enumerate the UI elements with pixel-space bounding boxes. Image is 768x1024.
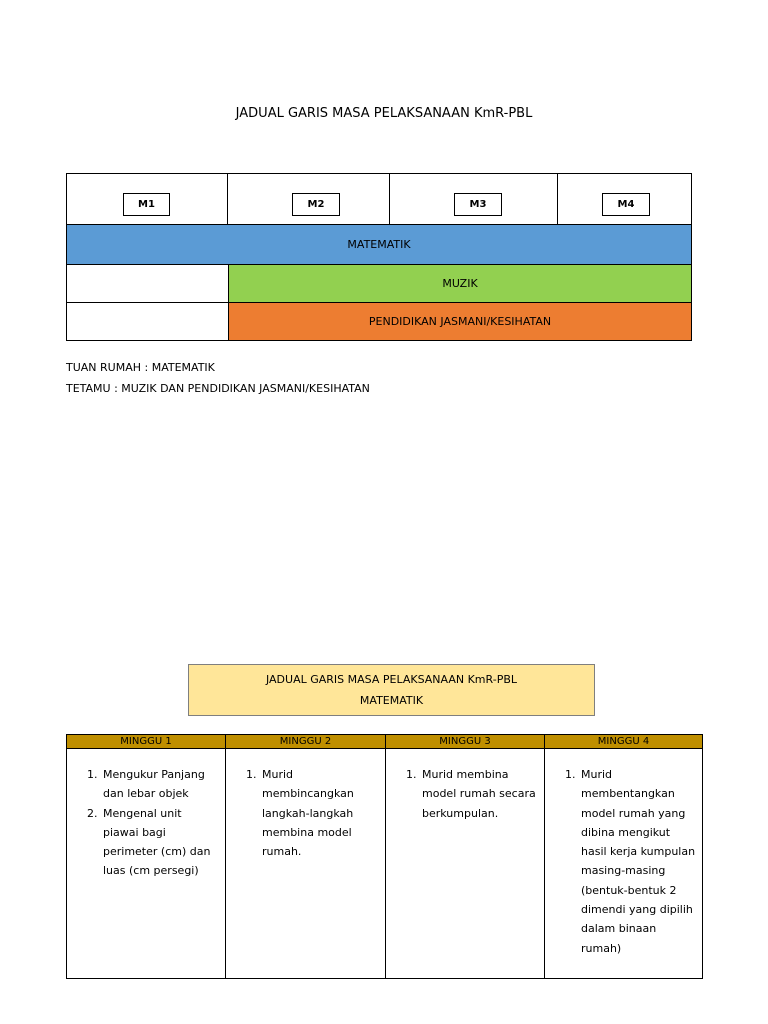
timeline-bar-matematik: MATEMATIK [67, 225, 691, 264]
weekly-plan-table [66, 734, 703, 979]
list-item: 1. Murid membincangkan langkah-langkah membina model rumah. [246, 768, 354, 859]
document-title: JADUAL GARIS MASA PELAKSANAAN KmR-PBL [235, 106, 533, 121]
timeline-bar-muzik: MUZIK [229, 265, 691, 302]
plan-subject: MATEMATIK [359, 694, 424, 707]
plan-header-week3: MINGGU 3 [386, 735, 544, 749]
timeline-header-row [67, 174, 691, 225]
week-cell-m2 [228, 174, 390, 225]
plan-column-week4 [545, 735, 702, 978]
plan-header-week4: MINGGU 4 [545, 735, 702, 749]
week-label-m3: M3 [454, 193, 502, 216]
list-item: 1. Mengukur Panjang dan lebar objek [87, 768, 205, 801]
plan-list-week2 [226, 765, 385, 861]
week-cell-m1 [67, 174, 228, 225]
plan-list-week1 [67, 765, 225, 881]
plan-list-week4 [545, 765, 702, 958]
host-note: TUAN RUMAH : MATEMATIK [66, 361, 215, 374]
week-label-m4: M4 [602, 193, 650, 216]
plan-title: JADUAL GARIS MASA PELAKSANAAN KmR-PBL [265, 673, 517, 686]
timeline-table [66, 173, 692, 341]
timeline-bar-pjk: PENDIDIKAN JASMANI/KESIHATAN [229, 303, 691, 340]
list-item: 1. Murid membina model rumah secara berkumpulan. [406, 768, 536, 820]
list-item: 1. Murid membentangkan model rumah yang dibina mengikut hasil kerja kumpulan masing-masing (bentuk-bentuk 2 dimendi yang dipilih dalam binaan rumah) [565, 768, 696, 955]
plan-column-week3 [386, 735, 544, 978]
plan-header-week2: MINGGU 2 [226, 735, 385, 749]
plan-list-week3 [386, 765, 544, 823]
plan-header-week1: MINGGU 1 [67, 735, 225, 749]
week-cell-m4 [558, 174, 691, 225]
week-label-m1: M1 [123, 193, 170, 216]
list-item: 2. Mengenal unit piawai bagi perimeter (cm) dan luas (cm persegi) [87, 806, 211, 878]
plan-column-week2 [226, 735, 385, 978]
week-label-m2: M2 [292, 193, 340, 216]
plan-title-box [188, 664, 595, 716]
week-cell-m3 [390, 174, 558, 225]
guest-note: TETAMU : MUZIK DAN PENDIDIKAN JASMANI/KESIHATAN [66, 382, 370, 395]
plan-column-week1 [67, 735, 225, 978]
